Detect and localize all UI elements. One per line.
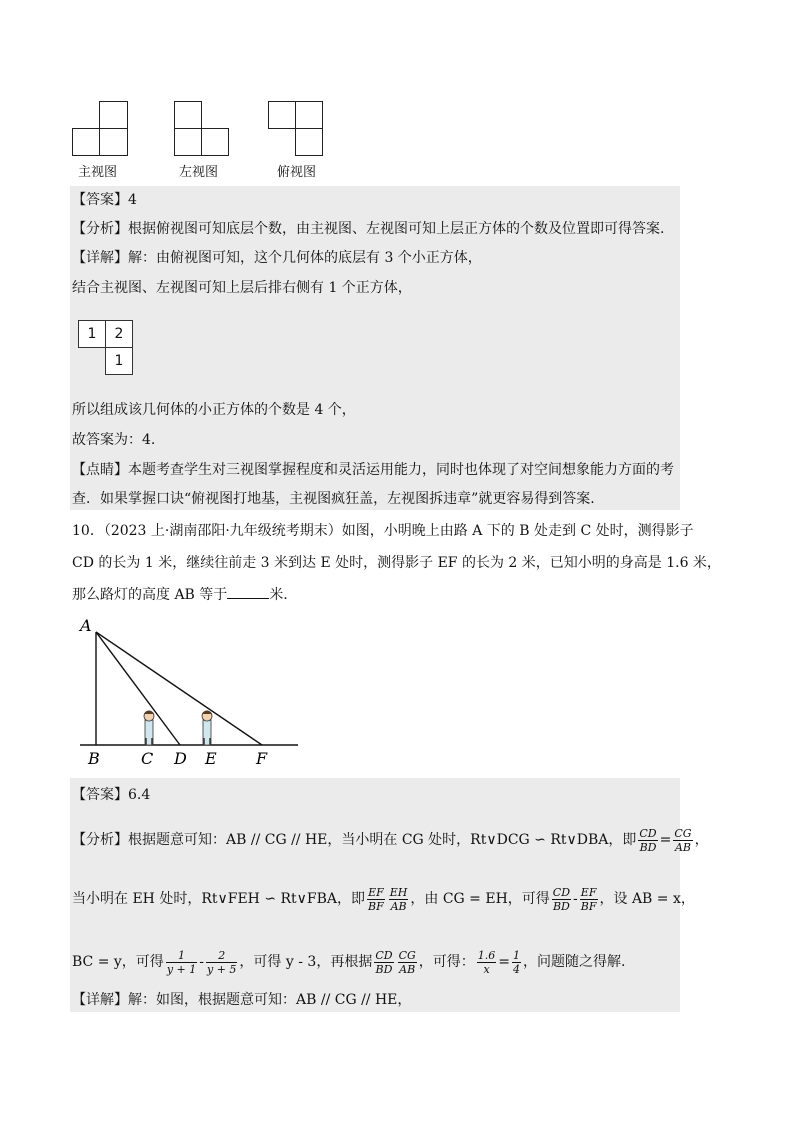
fraction-denominator: AB	[399, 962, 416, 976]
q10-analysis-line-2	[72, 882, 695, 916]
q10-stem-unit: 米.	[269, 587, 288, 603]
top-view-label: 俯视图	[277, 165, 317, 180]
q9-detail-line-1: 【详解】解：由俯视图可知，这个几何体的底层有 3 个小正方体，	[72, 250, 482, 266]
left-view-cell	[201, 128, 229, 156]
q10-analysis-2-text: 当小明在 EH 处时，Rt∨FEH ∽ Rt∨FBA，即	[72, 891, 366, 907]
punctuation: ，	[694, 832, 709, 848]
light-ray-af	[96, 632, 262, 745]
fraction-denominator: y + 5	[206, 962, 237, 976]
q10-analysis-line-3	[72, 945, 625, 979]
fraction-denominator: BF	[580, 899, 597, 913]
fraction-ef-bf	[367, 886, 385, 913]
fraction-denominator: AB	[674, 840, 691, 854]
front-view-label: 主视图	[78, 165, 118, 180]
person-at-e	[202, 711, 212, 746]
fraction-denominator: BD	[375, 962, 393, 976]
fraction-numerator: EF	[368, 885, 384, 899]
fraction-cd-bd	[552, 886, 571, 913]
fraction-numerator: 1	[166, 949, 197, 963]
fraction-denominator: y + 1	[166, 962, 197, 976]
q10-stem-line-3	[72, 584, 288, 605]
front-view-cell	[99, 128, 128, 156]
q10-analysis-3-end: ，问题随之得解.	[523, 954, 626, 970]
top-view-cell	[295, 101, 323, 129]
fraction-denominator: BD	[639, 840, 657, 854]
q9-answer: 【答案】4	[72, 192, 137, 208]
q10-detail: 【详解】解：如图，根据题意可知：AB // CG // HE，	[72, 992, 412, 1008]
q9-detail-line-2: 结合主视图、左视图可知上层后排右侧有 1 个正方体，	[72, 280, 412, 296]
fraction-numerator: CD	[552, 885, 571, 899]
fraction-16-x	[477, 949, 497, 976]
fraction-numerator: 2	[206, 949, 237, 963]
minus-sign: -	[573, 891, 578, 907]
point-label-f: F	[256, 749, 268, 768]
point-label-a: A	[80, 616, 92, 635]
fraction-numerator: CG	[674, 826, 692, 840]
fraction-denominator: BD	[552, 899, 570, 913]
q9-tip-line-2: 查．如果掌握口诀“俯视图打地基，主视图疯狂盖，左视图拆违章”就更容易得到答案.	[72, 491, 595, 507]
fraction-1-4	[512, 949, 521, 976]
fraction-denominator: AB	[390, 899, 407, 913]
left-view-cell	[174, 101, 202, 129]
q10-analysis-2-end: ，设 AB = x，	[599, 891, 695, 907]
front-view-cell	[72, 128, 100, 156]
grid-cell: 1	[105, 347, 133, 375]
equals-sign: =	[498, 954, 511, 970]
fraction-denominator: BF	[368, 899, 384, 913]
q10-answer: 【答案】6.4	[72, 787, 151, 803]
fraction-numerator: CD	[375, 948, 393, 962]
q10-analysis-3-mid: ，可得 y - 3，再根据	[239, 954, 373, 970]
fraction-cd-bd	[374, 949, 393, 976]
q10-stem-line-3-text: 那么路灯的高度 AB 等于	[72, 587, 228, 603]
fraction-numerator: CD	[639, 826, 657, 840]
fraction-denominator: 4	[513, 962, 521, 976]
fraction-numerator: EH	[389, 885, 408, 899]
answer-blank	[227, 584, 269, 599]
q10-analysis-3-text: BC = y，可得	[72, 954, 164, 970]
point-label-d: D	[174, 749, 187, 768]
fraction-numerator: EF	[580, 885, 597, 899]
q9-conclusion-2: 故答案为：4.	[72, 432, 156, 448]
top-view-cell	[268, 101, 296, 129]
light-ray-ad	[96, 632, 180, 745]
fraction-denominator: x	[483, 962, 490, 976]
fraction-cg-ab	[673, 827, 692, 854]
fraction-numerator: 1	[513, 948, 521, 962]
q10-stem-line-2: CD 的长为 1 米，继续往前走 3 米到达 E 处时，测得影子 EF 的长为 2 米，已知小明的身高是 1.6 米，	[72, 555, 721, 571]
q10-analysis-1-text: 【分析】根据题意可知：AB // CG // HE，当小明在 CG 处时，Rt∨DCG ∽ Rt∨DBA，即	[72, 832, 637, 848]
minus-sign: -	[199, 954, 204, 970]
fraction-ef-bf	[580, 886, 598, 913]
fraction-cd-bd	[638, 827, 657, 854]
point-label-b: B	[88, 749, 100, 768]
front-view-cell	[99, 101, 128, 129]
top-view-cell	[295, 128, 323, 156]
q9-conclusion-1: 所以组成该几何体的小正方体的个数是 4 个，	[72, 402, 356, 418]
fraction-1-y1	[166, 949, 197, 976]
equals-sign: =	[659, 832, 672, 848]
q10-analysis-line-1	[72, 823, 709, 857]
point-label-e: E	[205, 749, 217, 768]
point-label-c: C	[141, 749, 154, 768]
person-at-c	[144, 711, 154, 746]
fraction-numerator: 1.6	[477, 948, 496, 962]
fraction-cg-ab	[398, 949, 417, 976]
streetlight-shadow-figure	[70, 612, 310, 772]
fraction-2-y5	[206, 949, 237, 976]
q9-tip-line-1: 【点睛】本题考查学生对三视图掌握程度和灵活运用能力，同时也体现了对空间想象能力方面的考	[72, 462, 674, 478]
q10-stem-line-1: 10．（2023 上·湖南邵阳·九年级统考期末）如图，小明晚上由路 A 下的 B 处走到 C 处时，测得影子	[72, 523, 694, 539]
q10-analysis-2-mid: ，由 CG = EH，可得	[410, 891, 550, 907]
q10-analysis-3-mid2: ，可得：	[418, 954, 475, 970]
fraction-eh-ab	[389, 886, 409, 913]
fraction-numerator: CG	[398, 948, 416, 962]
left-view-cell	[174, 128, 202, 156]
left-view-label: 左视图	[179, 165, 219, 180]
q9-analysis: 【分析】根据俯视图可知底层个数，由主视图、左视图可知上层正方体的个数及位置即可得答案.	[72, 221, 665, 237]
grid-cell: 2	[105, 320, 133, 348]
grid-cell: 1	[78, 320, 106, 348]
